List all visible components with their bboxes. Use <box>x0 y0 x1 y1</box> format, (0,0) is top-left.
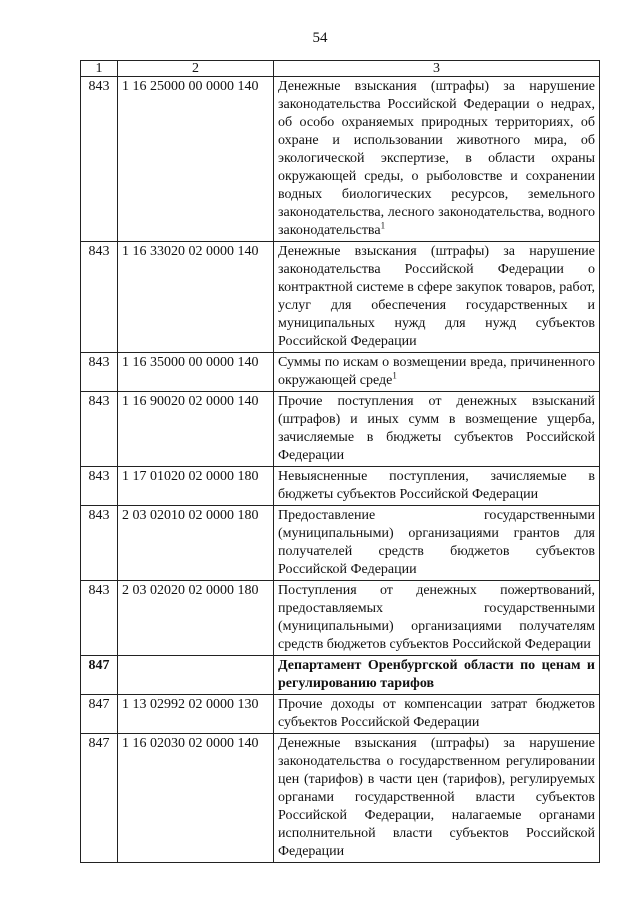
budget-code-cell: 1 17 01020 02 0000 180 <box>118 467 274 506</box>
admin-code-cell: 843 <box>81 77 118 242</box>
admin-code-cell: 843 <box>81 392 118 467</box>
table-body <box>81 77 600 863</box>
income-name-text: Невыясненные поступления, зачисляемые в бюджеты субъектов Российской Федерации <box>278 469 595 502</box>
income-name-cell <box>274 506 600 581</box>
income-name-text: Департамент Оренбургской области по ценам и регулированию тарифов <box>278 658 595 691</box>
income-name-cell <box>274 581 600 656</box>
admin-code-cell: 843 <box>81 506 118 581</box>
table-row <box>81 77 600 242</box>
budget-classification-table <box>80 60 600 863</box>
income-name-text: Прочие доходы от компенсации затрат бюджетов субъектов Российской Федерации <box>278 697 595 730</box>
income-name-text: Денежные взыскания (штрафы) за нарушение законодательства Российской Федерации о недрах, об особо охраняемых природных территориях, об охране и использовании животного мира, об экологической экспертизе, в области охраны окружающей среды, о рыболовстве и сохранении водных биологических ресурсов, земельного законодательства, лесного законодательства, водного законодательства <box>278 79 595 238</box>
table-row <box>81 242 600 353</box>
header-col-1: 1 <box>81 61 118 77</box>
income-name-cell <box>274 353 600 392</box>
income-name-cell <box>274 695 600 734</box>
budget-code-cell: 1 13 02992 02 0000 130 <box>118 695 274 734</box>
header-col-2: 2 <box>118 61 274 77</box>
budget-code-cell: 1 16 02030 02 0000 140 <box>118 734 274 863</box>
income-name-text: Денежные взыскания (штрафы) за нарушение законодательства о государственном регулировании цен (тарифов) в части цен (тарифов), регулируемых органами государственной власти субъектов Российской Федерации, налагаемые органами исполнительной власти субъектов Российской Федерации <box>278 736 595 859</box>
admin-code-cell: 843 <box>81 581 118 656</box>
footnote-marker: 1 <box>392 370 397 381</box>
table-row <box>81 695 600 734</box>
table-row <box>81 581 600 656</box>
admin-code-cell: 843 <box>81 467 118 506</box>
table-row <box>81 353 600 392</box>
department-row <box>81 656 600 695</box>
table-row <box>81 392 600 467</box>
income-name-text: Поступления от денежных пожертвований, предоставляемых государственными (муниципальными) организациями получателям средств бюджетов субъектов Российской Федерации <box>278 583 595 652</box>
income-name-cell <box>274 77 600 242</box>
budget-code-cell: 1 16 25000 00 0000 140 <box>118 77 274 242</box>
page-number: 54 <box>312 30 328 46</box>
income-name-text: Денежные взыскания (штрафы) за нарушение законодательства Российской Федерации о контрактной системе в сфере закупок товаров, работ, услуг для обеспечения государственных и муниципальных нужд для нужд субъектов Российской Федерации <box>278 244 595 349</box>
budget-code-cell: 1 16 33020 02 0000 140 <box>118 242 274 353</box>
budget-code-cell: 2 03 02010 02 0000 180 <box>118 506 274 581</box>
income-name-cell <box>274 392 600 467</box>
income-name-cell <box>274 734 600 863</box>
income-name-text: Предоставление государственными (муниципальными) организациями грантов для получателей средств бюджетов субъектов Российской Федерации <box>278 508 595 577</box>
budget-code-cell: 1 16 35000 00 0000 140 <box>118 353 274 392</box>
budget-code-cell <box>118 656 274 695</box>
table-row <box>81 467 600 506</box>
budget-code-cell: 2 03 02020 02 0000 180 <box>118 581 274 656</box>
table-header-row <box>81 61 600 77</box>
table-row <box>81 734 600 863</box>
income-name-cell <box>274 656 600 695</box>
footnote-marker: 1 <box>380 220 386 231</box>
header-col-3: 3 <box>274 61 600 77</box>
admin-code-cell: 847 <box>81 656 118 695</box>
income-name-text: Прочие поступления от денежных взысканий (штрафов) и иных сумм в возмещение ущерба, зачисляемые в бюджеты субъектов Российской Федерации <box>278 394 595 463</box>
budget-code-cell: 1 16 90020 02 0000 140 <box>118 392 274 467</box>
income-name-cell <box>274 242 600 353</box>
income-name-text: Суммы по искам о возмещении вреда, причиненного окружающей среде <box>278 355 595 388</box>
admin-code-cell: 847 <box>81 734 118 863</box>
admin-code-cell: 843 <box>81 353 118 392</box>
income-name-cell <box>274 467 600 506</box>
admin-code-cell: 843 <box>81 242 118 353</box>
admin-code-cell: 847 <box>81 695 118 734</box>
table-row <box>81 506 600 581</box>
